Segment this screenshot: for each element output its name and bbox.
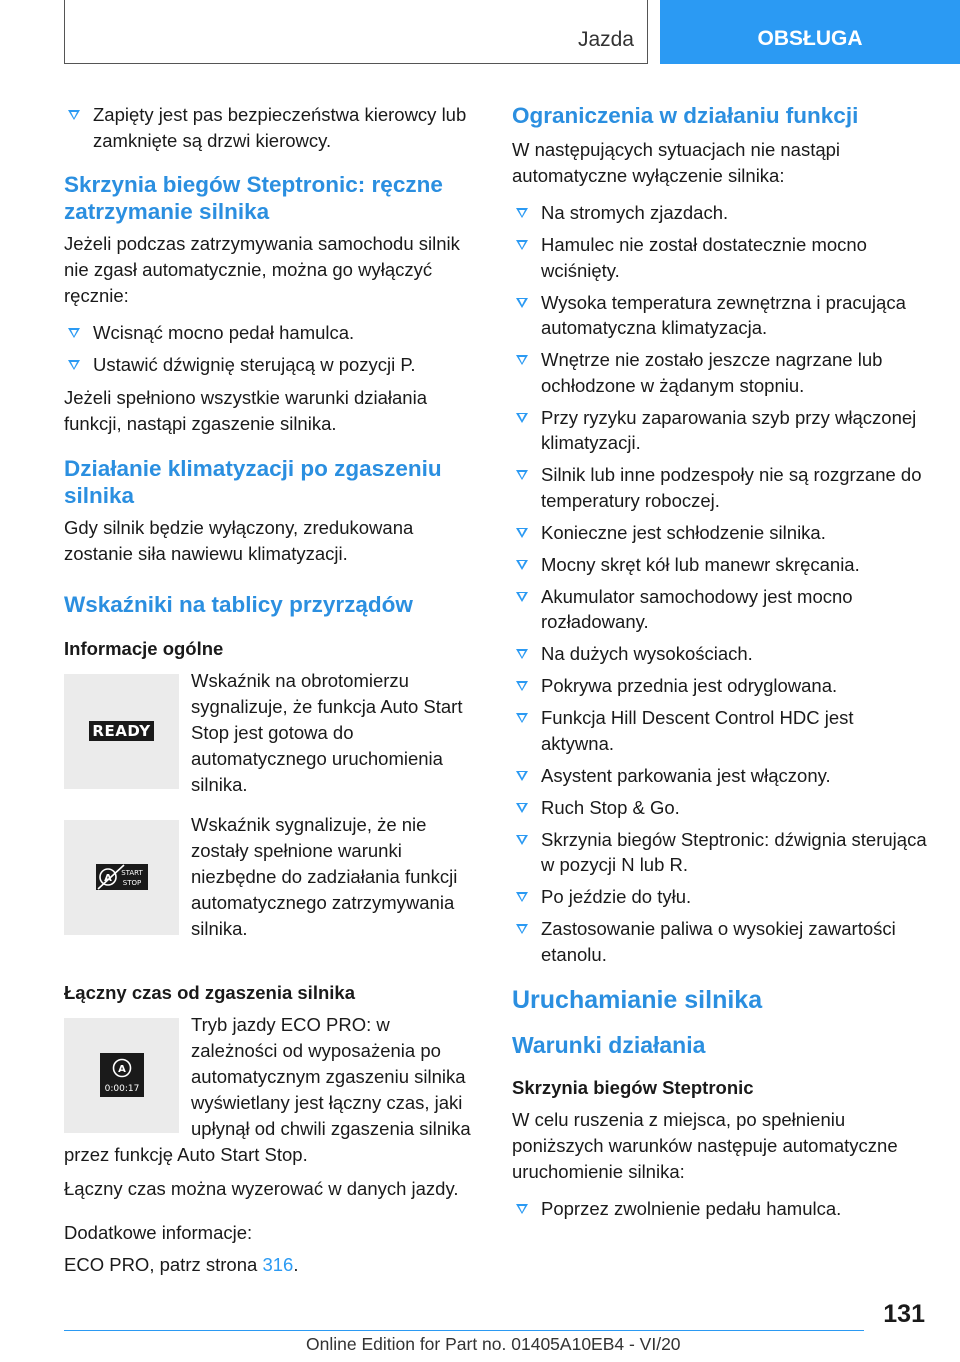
paragraph: Dodatkowe informacje: [64, 1221, 253, 1243]
list-item: Wnętrze nie zostało jeszcze nagrzane lub ochłodzone w żądanym stopniu. [512, 347, 930, 398]
list-item: Ustawić dźwignię sterującą w pozycji P. [64, 352, 479, 378]
indicator-description: Tryb jazdy ECO PRO: w zależności od wyposażenia po automatycznym zgaszeniu silnika wyświetlany jest łączny czas, jaki upłynął od chwili zgaszenia silnika przez funkcję Auto Start Stop. [64, 1013, 471, 1165]
list-item: Konieczne jest schłodzenie silnika. [512, 520, 930, 546]
subsection-heading: Skrzynia biegów Steptronic [512, 1077, 754, 1098]
section-heading: Wskaźniki na tablicy przyrządów [64, 591, 413, 617]
left-column [64, 102, 479, 1289]
paragraph: ECO PRO, patrz strona 316. [64, 1253, 299, 1275]
section-heading: Ograniczenia w działaniu funkcji [512, 103, 859, 128]
triangle-bullet-icon [516, 208, 528, 218]
list-item: Po jeździe do tyłu. [512, 884, 930, 910]
ready-label: READY [89, 721, 153, 741]
triangle-bullet-icon [516, 470, 528, 480]
paragraph: Jeżeli podczas zatrzymywania samochodu silnik nie zgasł automatycznie, można go wyłączyć ręcznie: [64, 233, 460, 306]
list-item: Przy ryzyku zaparowania szyb przy włączonej klimatyzacji. [512, 405, 930, 456]
subsection-heading: Informacje ogólne [64, 637, 224, 659]
start-stop-off-indicator-image [64, 820, 179, 935]
auto-start-stop-off-icon [96, 862, 148, 892]
bullet-list [64, 320, 479, 378]
list-item: Na dużych wysokościach. [512, 641, 930, 667]
timer-indicator-image [64, 1018, 179, 1133]
svg-text:0:00:17: 0:00:17 [104, 1084, 139, 1094]
triangle-bullet-icon [516, 560, 528, 570]
svg-text:START: START [120, 869, 143, 877]
triangle-bullet-icon [68, 328, 80, 338]
right-column [512, 102, 930, 1229]
indicator-ready [64, 668, 479, 798]
triangle-bullet-icon [516, 528, 528, 538]
list-item: Hamulec nie został dostatecznie mocno wciśnięty. [512, 232, 930, 283]
header-frame [64, 0, 648, 64]
paragraph: Łączny czas można wyzerować w danych jazdy. [64, 1177, 459, 1199]
list-item: Mocny skręt kół lub manewr skręcania. [512, 552, 930, 578]
section-heading: Warunki działania [512, 1032, 706, 1058]
triangle-bullet-icon [516, 803, 528, 813]
triangle-bullet-icon [516, 892, 528, 902]
triangle-bullet-icon [516, 1204, 528, 1214]
triangle-bullet-icon [68, 110, 80, 120]
triangle-bullet-icon [516, 835, 528, 845]
triangle-bullet-icon [516, 413, 528, 423]
paragraph: W celu ruszenia z miejsca, po spełnieniu poniższych warunków następuje automatyczne uruchomienie silnika: [512, 1109, 898, 1182]
list-item: Pokrywa przednia jest odryglowana. [512, 673, 930, 699]
triangle-bullet-icon [516, 713, 528, 723]
header-tab-obsluga[interactable]: OBSŁUGA [660, 0, 960, 64]
triangle-bullet-icon [516, 681, 528, 691]
list-item: Silnik lub inne podzespoły nie są rozgrzane do temperatury roboczej. [512, 462, 930, 513]
list-item: Wysoka temperatura zewnętrzna i pracująca automatyczna klimatyzacja. [512, 290, 930, 341]
list-item: Ruch Stop & Go. [512, 795, 930, 821]
page-reference-link[interactable]: 316 [262, 1253, 294, 1275]
indicator-total-time [64, 1012, 479, 1168]
footer-divider [64, 1330, 864, 1331]
triangle-bullet-icon [516, 924, 528, 934]
footer-edition: Online Edition for Part no. 01405A10EB4 - VI/20 [306, 1334, 681, 1354]
triangle-bullet-icon [516, 355, 528, 365]
auto-start-stop-timer-icon [100, 1053, 144, 1097]
section-heading: Działanie klimatyzacji po zgaszeniu silnika [64, 455, 442, 508]
paragraph: Jeżeli spełniono wszystkie warunki działania funkcji, nastąpi zgaszenie silnika. [64, 386, 427, 434]
list-item: Poprzez zwolnienie pedału hamulca. [512, 1196, 930, 1222]
indicator-description: Wskaźnik sygnalizuje, że nie zostały spełnione warunki niezbędne do zadziałania funkcji automatycznego zatrzymywania silnika. [191, 813, 458, 939]
paragraph: Gdy silnik będzie wyłączony, zredukowana zostanie siła nawiewu klimatyzacji. [64, 516, 414, 564]
indicator-start-stop-off [64, 812, 479, 942]
triangle-bullet-icon [516, 771, 528, 781]
triangle-bullet-icon [516, 240, 528, 250]
section-heading: Skrzynia biegów Steptronic: ręczne zatrzymanie silnika [64, 172, 443, 224]
triangle-bullet-icon [516, 649, 528, 659]
bullet-list [512, 1196, 930, 1222]
subsection-heading: Łączny czas od zgaszenia silnika [64, 981, 355, 1003]
indicator-description: Wskaźnik na obrotomierzu sygnalizuje, że funkcja Auto Start Stop jest gotowa do automatycznego uruchomienia silnika. [191, 669, 463, 795]
triangle-bullet-icon [516, 592, 528, 602]
page-number: 131 [883, 1300, 925, 1328]
list-item: Wcisnąć mocno pedał hamulca. [64, 320, 479, 346]
list-item: Akumulator samochodowy jest mocno rozładowany. [512, 584, 930, 635]
bullet-list [64, 102, 479, 153]
list-item: Funkcja Hill Descent Control HDC jest aktywna. [512, 705, 930, 756]
paragraph: W następujących sytuacjach nie nastąpi automatyczne wyłączenie silnika: [512, 139, 841, 186]
triangle-bullet-icon [516, 298, 528, 308]
chapter-heading: Uruchamianie silnika [512, 986, 763, 1014]
list-item: Asystent parkowania jest włączony. [512, 763, 930, 789]
list-item: Na stromych zjazdach. [512, 200, 930, 226]
list-item: Zapięty jest pas bezpieczeństwa kierowcy lub zamknięte są drzwi kierowcy. [64, 102, 479, 153]
list-item: Skrzynia biegów Steptronic: dźwignia sterująca w pozycji N lub R. [512, 827, 930, 878]
list-item: Zastosowanie paliwa o wysokiej zawartości etanolu. [512, 916, 930, 967]
ready-indicator-image [64, 674, 179, 789]
svg-text:A: A [117, 1064, 126, 1075]
header-section-title: Jazda [577, 28, 634, 51]
triangle-bullet-icon [68, 360, 80, 370]
svg-text:A: A [103, 873, 112, 884]
bullet-list [512, 200, 930, 967]
svg-text:STOP: STOP [122, 879, 141, 887]
